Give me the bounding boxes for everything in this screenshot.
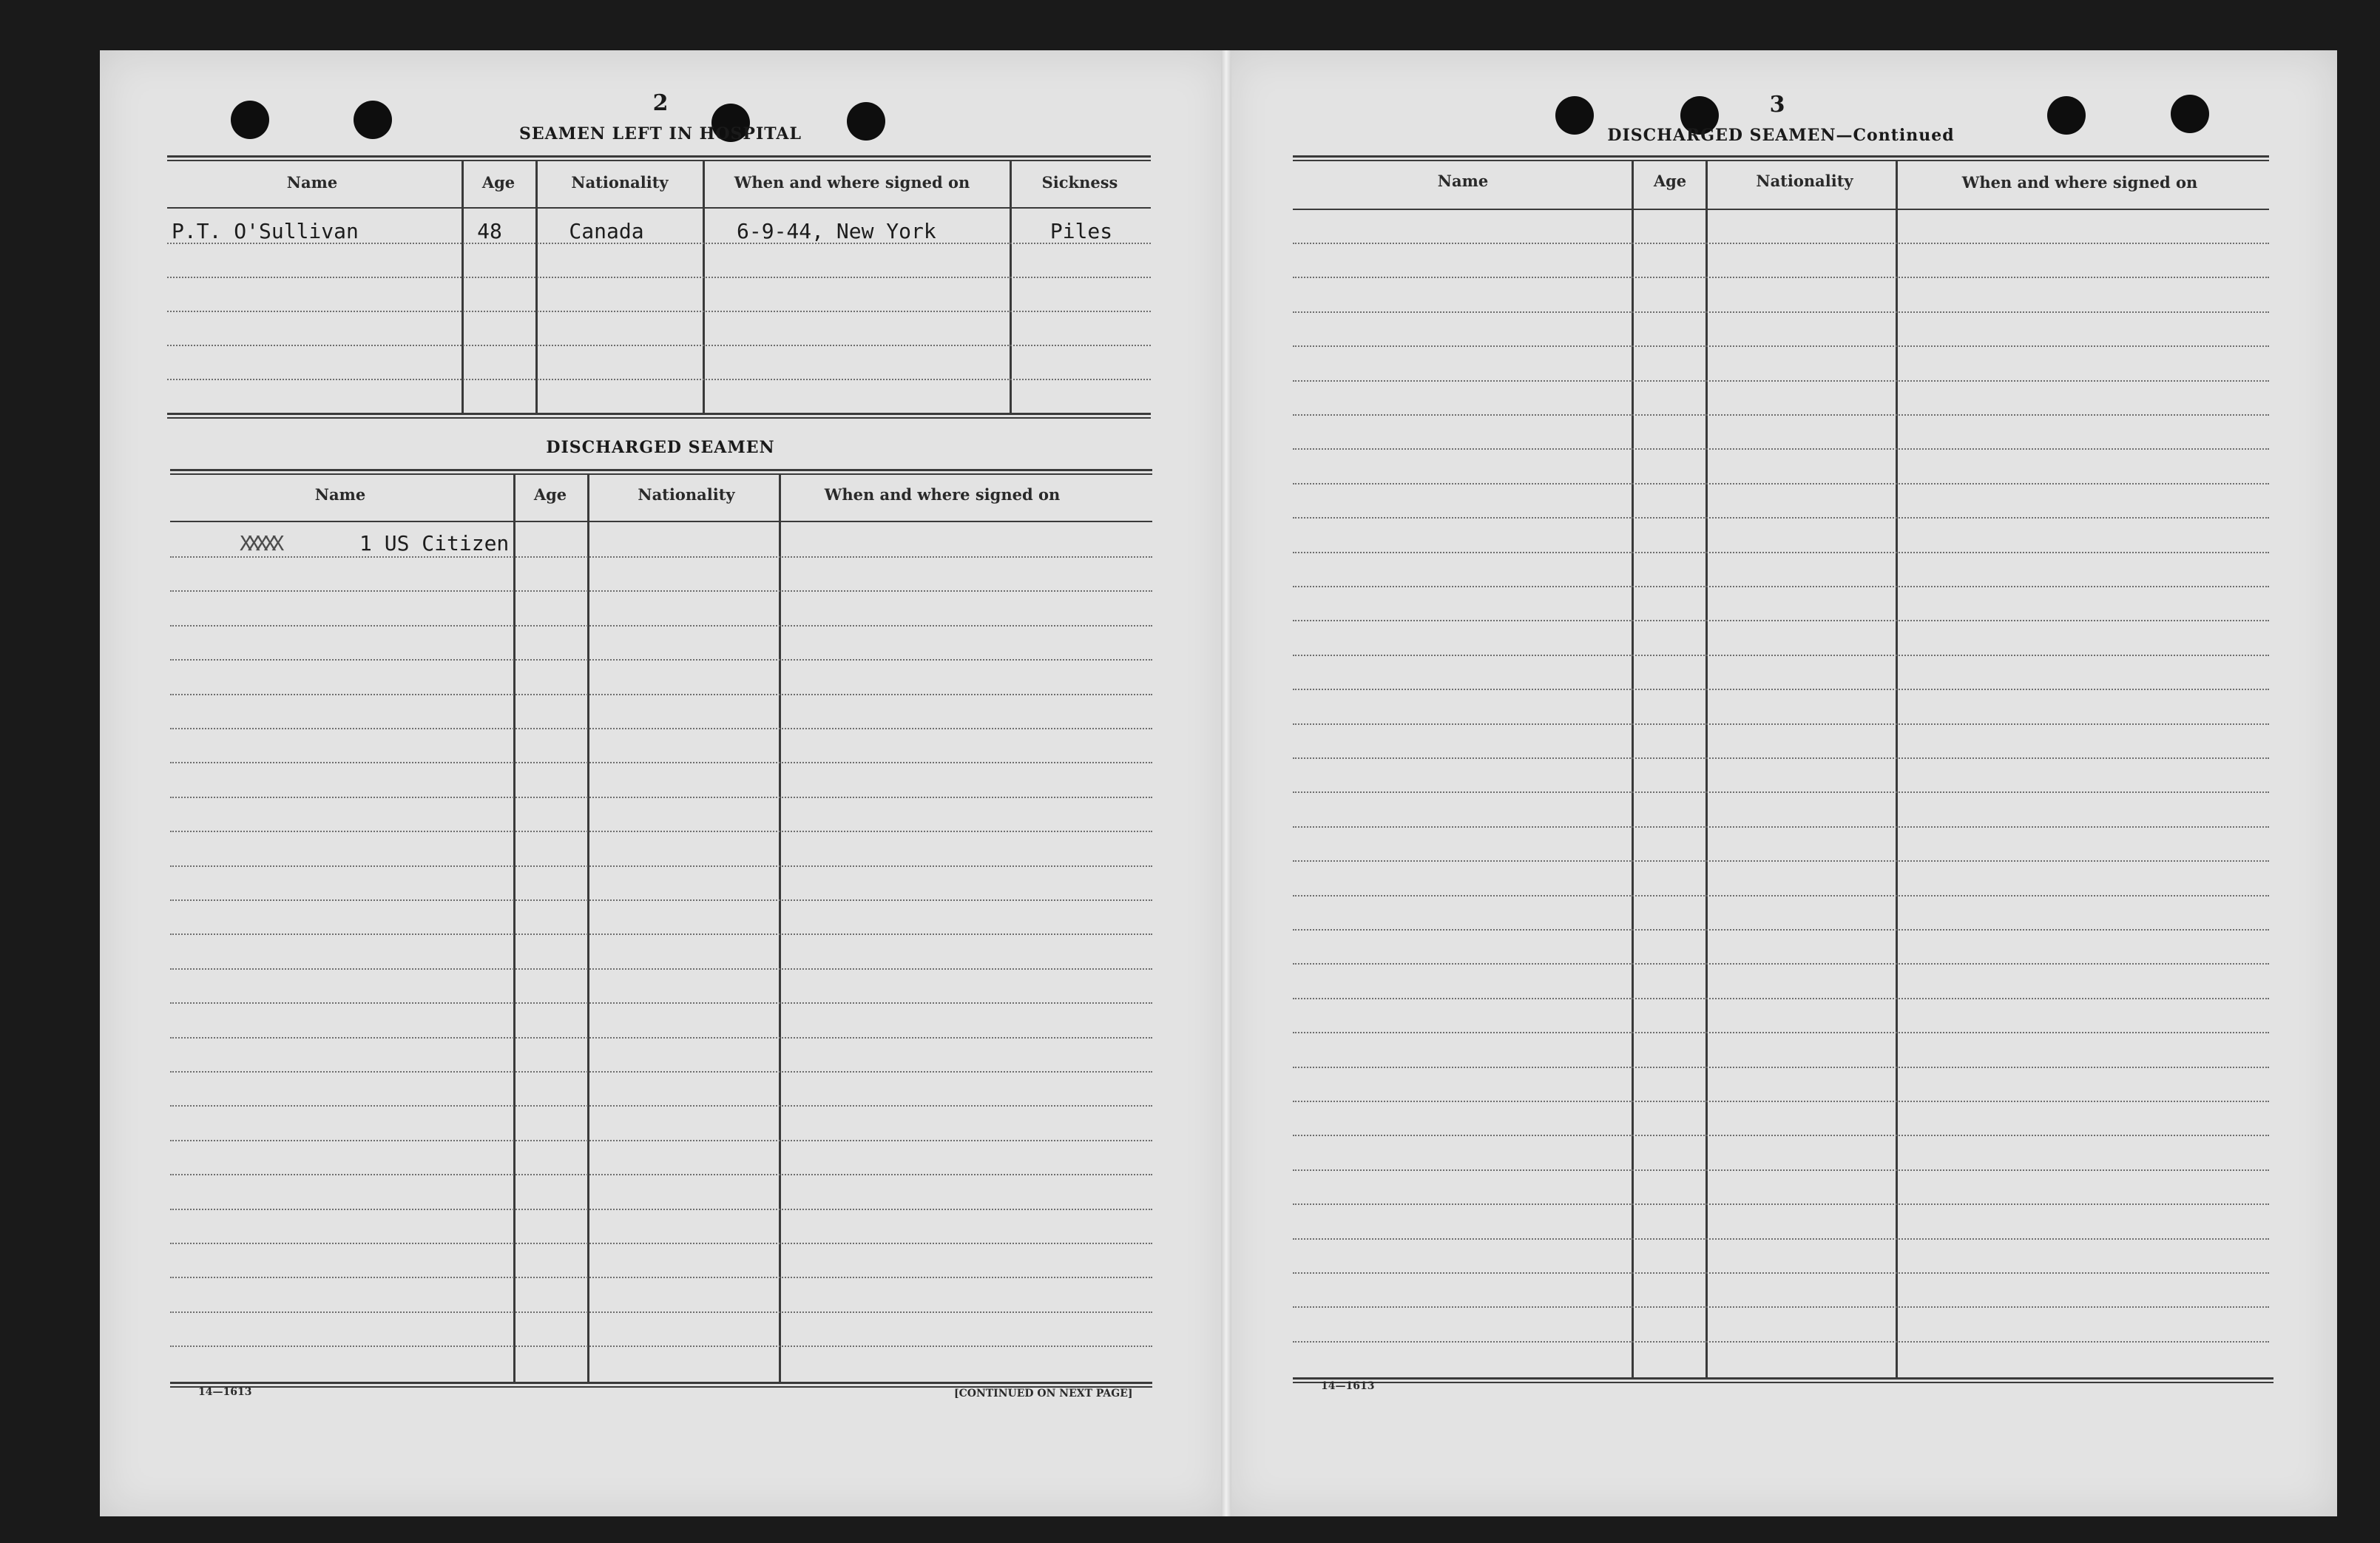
ruled-line — [170, 762, 1152, 763]
column-header: Name — [1437, 172, 1489, 190]
ruled-line — [1293, 1101, 2269, 1102]
ruled-line — [1293, 243, 2269, 244]
ruled-line — [170, 590, 1152, 592]
hospital-nationality-cell: Canada — [569, 219, 644, 243]
ruled-line — [170, 1243, 1152, 1244]
column-header: Nationality — [1756, 172, 1853, 190]
ruled-line — [1293, 586, 2269, 587]
ruled-line — [170, 728, 1152, 729]
column-header: When and where signed on — [1961, 173, 2198, 192]
ruled-line — [1293, 1203, 2269, 1205]
continued-note: [CONTINUED ON NEXT PAGE] — [954, 1388, 1133, 1399]
column-header: Sickness — [1041, 173, 1118, 192]
form-number: 14—1613 — [1321, 1380, 1375, 1392]
ruled-line — [1293, 723, 2269, 725]
ruled-line — [1293, 1238, 2269, 1240]
left-page — [100, 50, 1226, 1516]
punch-hole — [847, 102, 885, 141]
column-header: When and where signed on — [824, 485, 1061, 504]
ruled-line — [1293, 448, 2269, 450]
ruled-line — [1293, 380, 2269, 382]
ruled-line — [1293, 655, 2269, 656]
ruled-line — [1293, 311, 2269, 313]
column-header: Name — [314, 485, 366, 504]
ruled-line — [170, 1002, 1152, 1004]
ruled-line — [170, 968, 1152, 970]
ruled-line — [1293, 1169, 2269, 1171]
struck-text: XXXXX — [240, 531, 280, 556]
hospital-age-cell: 48 — [477, 219, 502, 243]
hospital-signed-on-cell: 6-9-44, New York — [737, 219, 936, 243]
ruled-line — [170, 1140, 1152, 1141]
ruled-line — [1293, 826, 2269, 828]
hospital-name-cell: P.T. O'Sullivan — [172, 219, 359, 243]
hospital-sickness-cell: Piles — [1049, 219, 1113, 243]
ruled-line — [170, 797, 1152, 798]
ruled-line — [170, 1346, 1152, 1347]
column-header: When and where signed on — [734, 173, 970, 192]
ruled-line — [1293, 1135, 2269, 1136]
ruled-line — [1293, 345, 2269, 347]
ruled-line — [1293, 1032, 2269, 1033]
ruled-line — [170, 659, 1152, 661]
ruled-line — [170, 1071, 1152, 1073]
discharged-note: 1 US Citizen — [359, 531, 510, 556]
ruled-line — [170, 694, 1152, 695]
ruled-line — [170, 1037, 1152, 1039]
ruled-line — [1293, 552, 2269, 553]
ruled-line — [1293, 998, 2269, 999]
ruled-line — [170, 1209, 1152, 1210]
hospital-section-title: SEAMEN LEFT IN HOSPITAL — [519, 124, 802, 144]
ruled-line — [170, 1105, 1152, 1107]
page-fold — [1221, 50, 1231, 1516]
punch-hole — [2047, 96, 2086, 135]
page-number: 2 — [652, 90, 669, 116]
continued-section-title: DISCHARGED SEAMEN—Continued — [1607, 126, 1955, 145]
column-header: Nationality — [638, 485, 735, 504]
column-header: Age — [533, 485, 567, 504]
ruled-line — [1293, 1341, 2269, 1343]
form-number: 14—1613 — [198, 1386, 252, 1398]
ruled-line — [170, 899, 1152, 901]
column-header: Name — [286, 173, 338, 192]
ruled-line — [170, 831, 1152, 832]
ruled-line — [170, 1311, 1152, 1313]
ruled-line — [170, 933, 1152, 935]
ruled-line — [1293, 929, 2269, 931]
ruled-line — [170, 1174, 1152, 1175]
ruled-line — [1293, 1272, 2269, 1274]
ruled-line — [170, 1277, 1152, 1278]
discharged-section-title: DISCHARGED SEAMEN — [546, 438, 775, 457]
punch-hole — [231, 101, 269, 139]
ruled-line — [1293, 620, 2269, 621]
right-page — [1226, 50, 2337, 1516]
ruled-line — [170, 556, 1152, 558]
ruled-line — [1293, 791, 2269, 793]
ruled-line — [1293, 483, 2269, 484]
punch-hole — [1555, 96, 1594, 135]
punch-hole — [2171, 95, 2209, 133]
ruled-line — [1293, 963, 2269, 965]
ruled-line — [170, 625, 1152, 627]
column-header: Age — [1653, 172, 1687, 190]
ruled-line — [1293, 895, 2269, 897]
ruled-line — [1293, 517, 2269, 519]
ruled-line — [1293, 689, 2269, 690]
ruled-line — [1293, 757, 2269, 759]
ruled-line — [170, 865, 1152, 867]
ruled-line — [1293, 1067, 2269, 1068]
ruled-line — [1293, 414, 2269, 416]
ruled-line — [1293, 860, 2269, 862]
ruled-line — [1293, 1306, 2269, 1308]
column-header: Age — [481, 173, 515, 192]
column-header: Nationality — [571, 173, 669, 192]
punch-hole — [354, 101, 392, 139]
ruled-line — [1293, 277, 2269, 278]
page-number: 3 — [1769, 92, 1785, 118]
